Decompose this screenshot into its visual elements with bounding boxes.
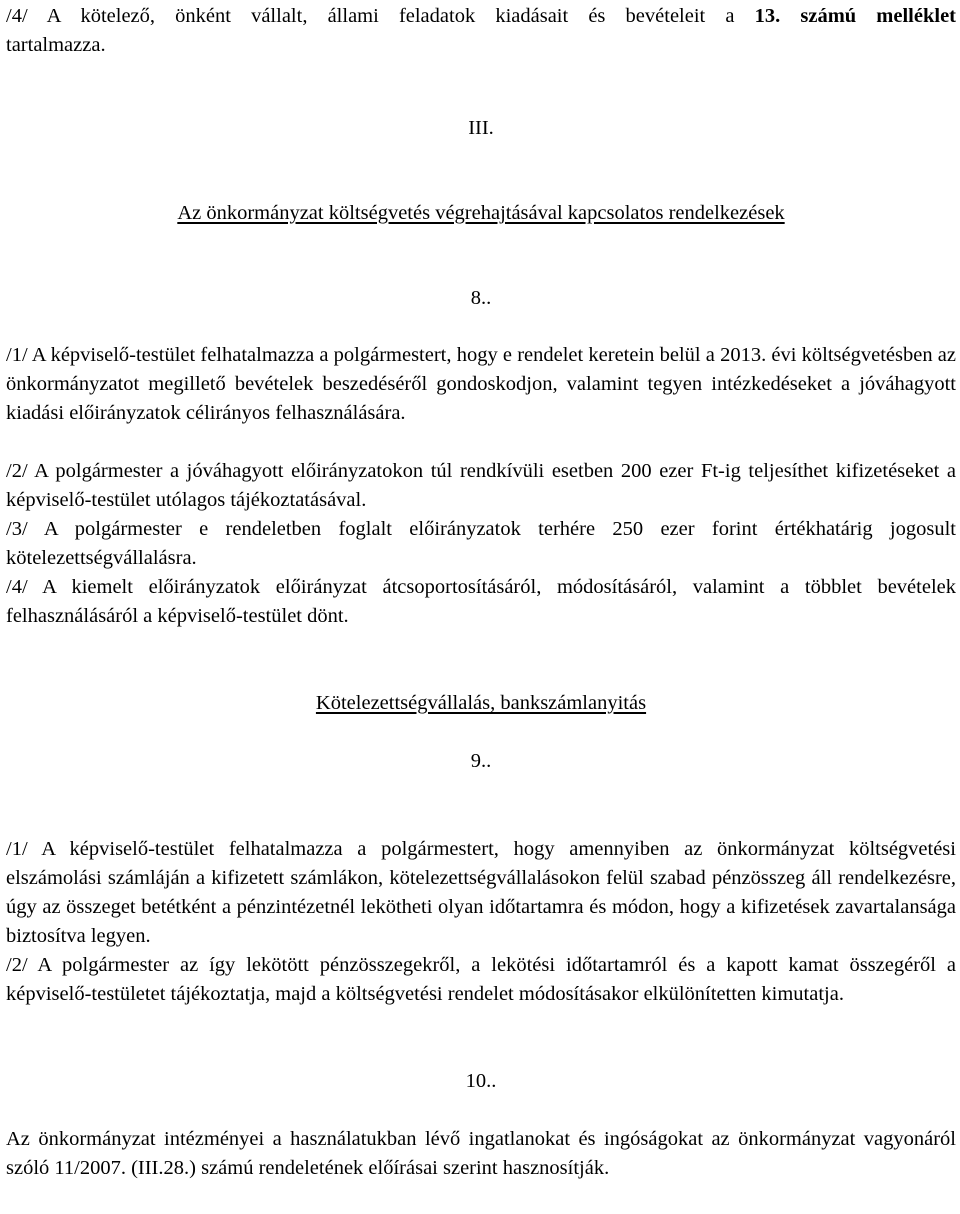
subheading — [6, 689, 956, 718]
intro-suffix: tartalmazza. — [6, 34, 106, 56]
intro-paragraph — [6, 2, 956, 31]
intro-prefix: /4/ A kötelező, önként vállalt, állami feladatok kiadásait és bevételeit a — [6, 5, 755, 27]
section-8-number: 8.. — [470, 287, 492, 309]
section-10-number: 10.. — [465, 1070, 497, 1092]
section-9-number: 9.. — [470, 750, 492, 772]
section-8-paragraph-3: /3/ A polgármester e rendeletben foglalt előirányzatok terhére 250 ezer forint értékhatárig jogosult kötelezettségvállalásra. — [6, 518, 956, 569]
chapter-title — [6, 199, 956, 228]
section-8-paragraph-4: /4/ A kiemelt előirányzatok előirányzat átcsoportosításáról, módosításáról, valamint a többlet bevételek felhasználásáról a képviselő-testület dönt. — [6, 576, 956, 627]
intro-annex-reference: 13. számú melléklet — [754, 5, 956, 27]
section-10-paragraph-1: Az önkormányzat intézményei a használatukban lévő ingatlanokat és ingóságokat az önkormányzat vagyonáról szóló 11/2007. (III.28.) számú rendeletének előírásai szerint hasznosítják. — [6, 1128, 956, 1179]
chapter-title-text: Az önkormányzat költségvetés végrehajtásával kapcsolatos rendelkezések — [177, 202, 785, 224]
chapter-number: III. — [468, 117, 494, 139]
intro-paragraph-end — [6, 31, 956, 60]
section-8-paragraph-1: /1/ A képviselő-testület felhatalmazza a polgármestert, hogy e rendelet keretein belül a 2013. évi költségvetésben az önkormányzatot megillető bevételek beszedéséről gondoskodjon, valamint tegyen intézkedéseket a jóváhagyott kiadási előirányzatok célirányos felhasználására. — [6, 344, 956, 424]
section-9-paragraph-2: /2/ A polgármester az így lekötött pénzösszegekről, a lekötési időtartamról és a kapott kamat összegéről a képviselő-testületet tájékoztatja, majd a költségvetési rendelet módosításakor elkülönítetten kimutatja. — [6, 954, 956, 1005]
section-8-paragraph-2: /2/ A polgármester a jóváhagyott előirányzatokon túl rendkívüli esetben 200 ezer Ft-ig teljesíthet kifizetéseket a képviselő-testület utólagos tájékoztatásával. — [6, 460, 956, 511]
section-9-paragraph-1: /1/ A képviselő-testület felhatalmazza a polgármestert, hogy amennyiben az önkormányzat költségvetési elszámolási számláján a kifizetett számlákon, kötelezettségvállalásokon felül szabad pénzösszeg áll rendelkezésre, úgy az összeget betétként a pénzintézetnél lekötheti olyan időtartamra és módon, hogy a kifizetések zavartalansága biztosítva legyen. — [6, 838, 956, 947]
subheading-text: Kötelezettségvállalás, bankszámlanyitás — [315, 692, 647, 714]
